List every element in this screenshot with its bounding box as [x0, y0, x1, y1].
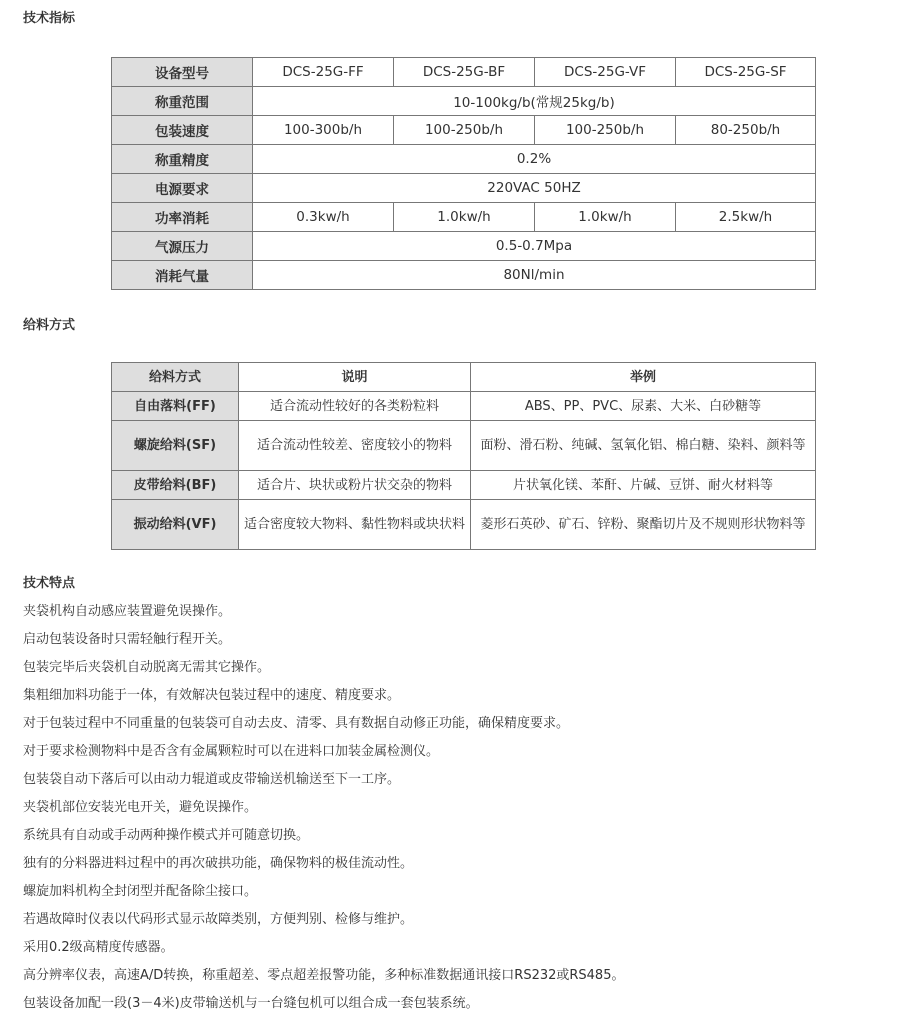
feature-item: 启动包装设备时只需轻触行程开关。 [23, 632, 232, 647]
model-label: 设备型号 [112, 58, 253, 87]
power-consumption-cell: 1.0kw/h [394, 203, 535, 232]
model-cell: DCS-25G-VF [535, 58, 676, 87]
header-method: 给料方式 [112, 363, 239, 392]
feature-list [23, 598, 624, 1018]
feed-method-cell: 振动给料(VF) [112, 500, 239, 550]
model-cell: DCS-25G-FF [253, 58, 394, 87]
range-label: 称重范围 [112, 87, 253, 116]
table-row [112, 145, 816, 174]
accuracy-value: 0.2% [253, 145, 816, 174]
power-consumption-cell: 2.5kw/h [676, 203, 816, 232]
section-title-specs: 技术指标 [23, 11, 76, 26]
model-cell: DCS-25G-BF [394, 58, 535, 87]
speed-cell: 100-250b/h [394, 116, 535, 145]
feature-item: 集粗细加料功能于一体，有效解决包装过程中的速度、精度要求。 [23, 688, 401, 703]
table-row [112, 203, 816, 232]
feature-item: 采用0.2级高精度传感器。 [23, 940, 174, 955]
accuracy-label: 称重精度 [112, 145, 253, 174]
feed-example-cell: 菱形石英砂、矿石、锌粉、聚酯切片及不规则形状物料等 [471, 500, 816, 550]
model-cell: DCS-25G-SF [676, 58, 816, 87]
air-consumption-label: 消耗气量 [112, 261, 253, 290]
feed-description-cell: 适合密度较大物料、黏性物料或块状料 [239, 500, 471, 550]
table-row [112, 116, 816, 145]
table-row [112, 58, 816, 87]
feed-method-cell: 螺旋给料(SF) [112, 421, 239, 471]
feature-item: 螺旋加料机构全封闭型并配备除尘接口。 [23, 884, 258, 899]
table-row [112, 421, 816, 471]
feed-method-cell: 皮带给料(BF) [112, 471, 239, 500]
spec-table [111, 57, 816, 290]
table-row [112, 392, 816, 421]
feed-method-cell: 自由落料(FF) [112, 392, 239, 421]
power-supply-label: 电源要求 [112, 174, 253, 203]
feature-item: 系统具有自动或手动两种操作模式并可随意切换。 [23, 828, 310, 843]
air-pressure-label: 气源压力 [112, 232, 253, 261]
feed-description-cell: 适合片、块状或粉片状交杂的物料 [239, 471, 471, 500]
table-row [112, 261, 816, 290]
table-row [112, 471, 816, 500]
air-pressure-value: 0.5-0.7Mpa [253, 232, 816, 261]
feed-example-cell: 面粉、滑石粉、纯碱、氢氧化铝、棉白糖、染料、颜料等 [471, 421, 816, 471]
feed-method-table [111, 362, 816, 550]
feature-item: 包装设备加配一段(3－4米)皮带输送机与一台缝包机可以组合成一套包装系统。 [23, 996, 479, 1011]
feed-description-cell: 适合流动性较好的各类粉粒料 [239, 392, 471, 421]
power-consumption-cell: 1.0kw/h [535, 203, 676, 232]
table-header-row [112, 363, 816, 392]
header-example: 举例 [471, 363, 816, 392]
feature-item: 夹袋机构自动感应装置避免误操作。 [23, 604, 232, 619]
feed-example-cell: 片状氧化镁、苯酐、片碱、豆饼、耐火材料等 [471, 471, 816, 500]
power-supply-value: 220VAC 50HZ [253, 174, 816, 203]
speed-label: 包装速度 [112, 116, 253, 145]
feed-example-cell: ABS、PP、PVC、尿素、大米、白砂糖等 [471, 392, 816, 421]
feature-item: 独有的分料器进料过程中的再次破拱功能，确保物料的极佳流动性。 [23, 856, 414, 871]
power-consumption-cell: 0.3kw/h [253, 203, 394, 232]
power-consumption-label: 功率消耗 [112, 203, 253, 232]
header-description: 说明 [239, 363, 471, 392]
table-row [112, 500, 816, 550]
feature-item: 高分辨率仪表，高速A/D转换，称重超差、零点超差报警功能，多种标准数据通讯接口RS232或RS485。 [23, 968, 625, 983]
feature-item: 包装袋自动下落后可以由动力辊道或皮带输送机输送至下一工序。 [23, 772, 401, 787]
feed-description-cell: 适合流动性较差、密度较小的物料 [239, 421, 471, 471]
section-title-feeding: 给料方式 [23, 318, 76, 333]
speed-cell: 100-250b/h [535, 116, 676, 145]
feature-item: 对于包装过程中不同重量的包装袋可自动去皮、清零、具有数据自动修正功能，确保精度要求。 [23, 716, 570, 731]
table-row [112, 87, 816, 116]
section-title-features: 技术特点 [23, 576, 76, 591]
speed-cell: 80-250b/h [676, 116, 816, 145]
feature-item: 包装完毕后夹袋机自动脱离无需其它操作。 [23, 660, 271, 675]
feature-item: 夹袋机部位安装光电开关，避免误操作。 [23, 800, 258, 815]
table-row [112, 174, 816, 203]
feature-item: 若遇故障时仪表以代码形式显示故障类别，方便判别、检修与维护。 [23, 912, 414, 927]
air-consumption-value: 80Nl/min [253, 261, 816, 290]
range-value: 10-100kg/b(常规25kg/b) [253, 87, 816, 116]
table-row [112, 232, 816, 261]
speed-cell: 100-300b/h [253, 116, 394, 145]
feature-item: 对于要求检测物料中是否含有金属颗粒时可以在进料口加装金属检测仪。 [23, 744, 440, 759]
